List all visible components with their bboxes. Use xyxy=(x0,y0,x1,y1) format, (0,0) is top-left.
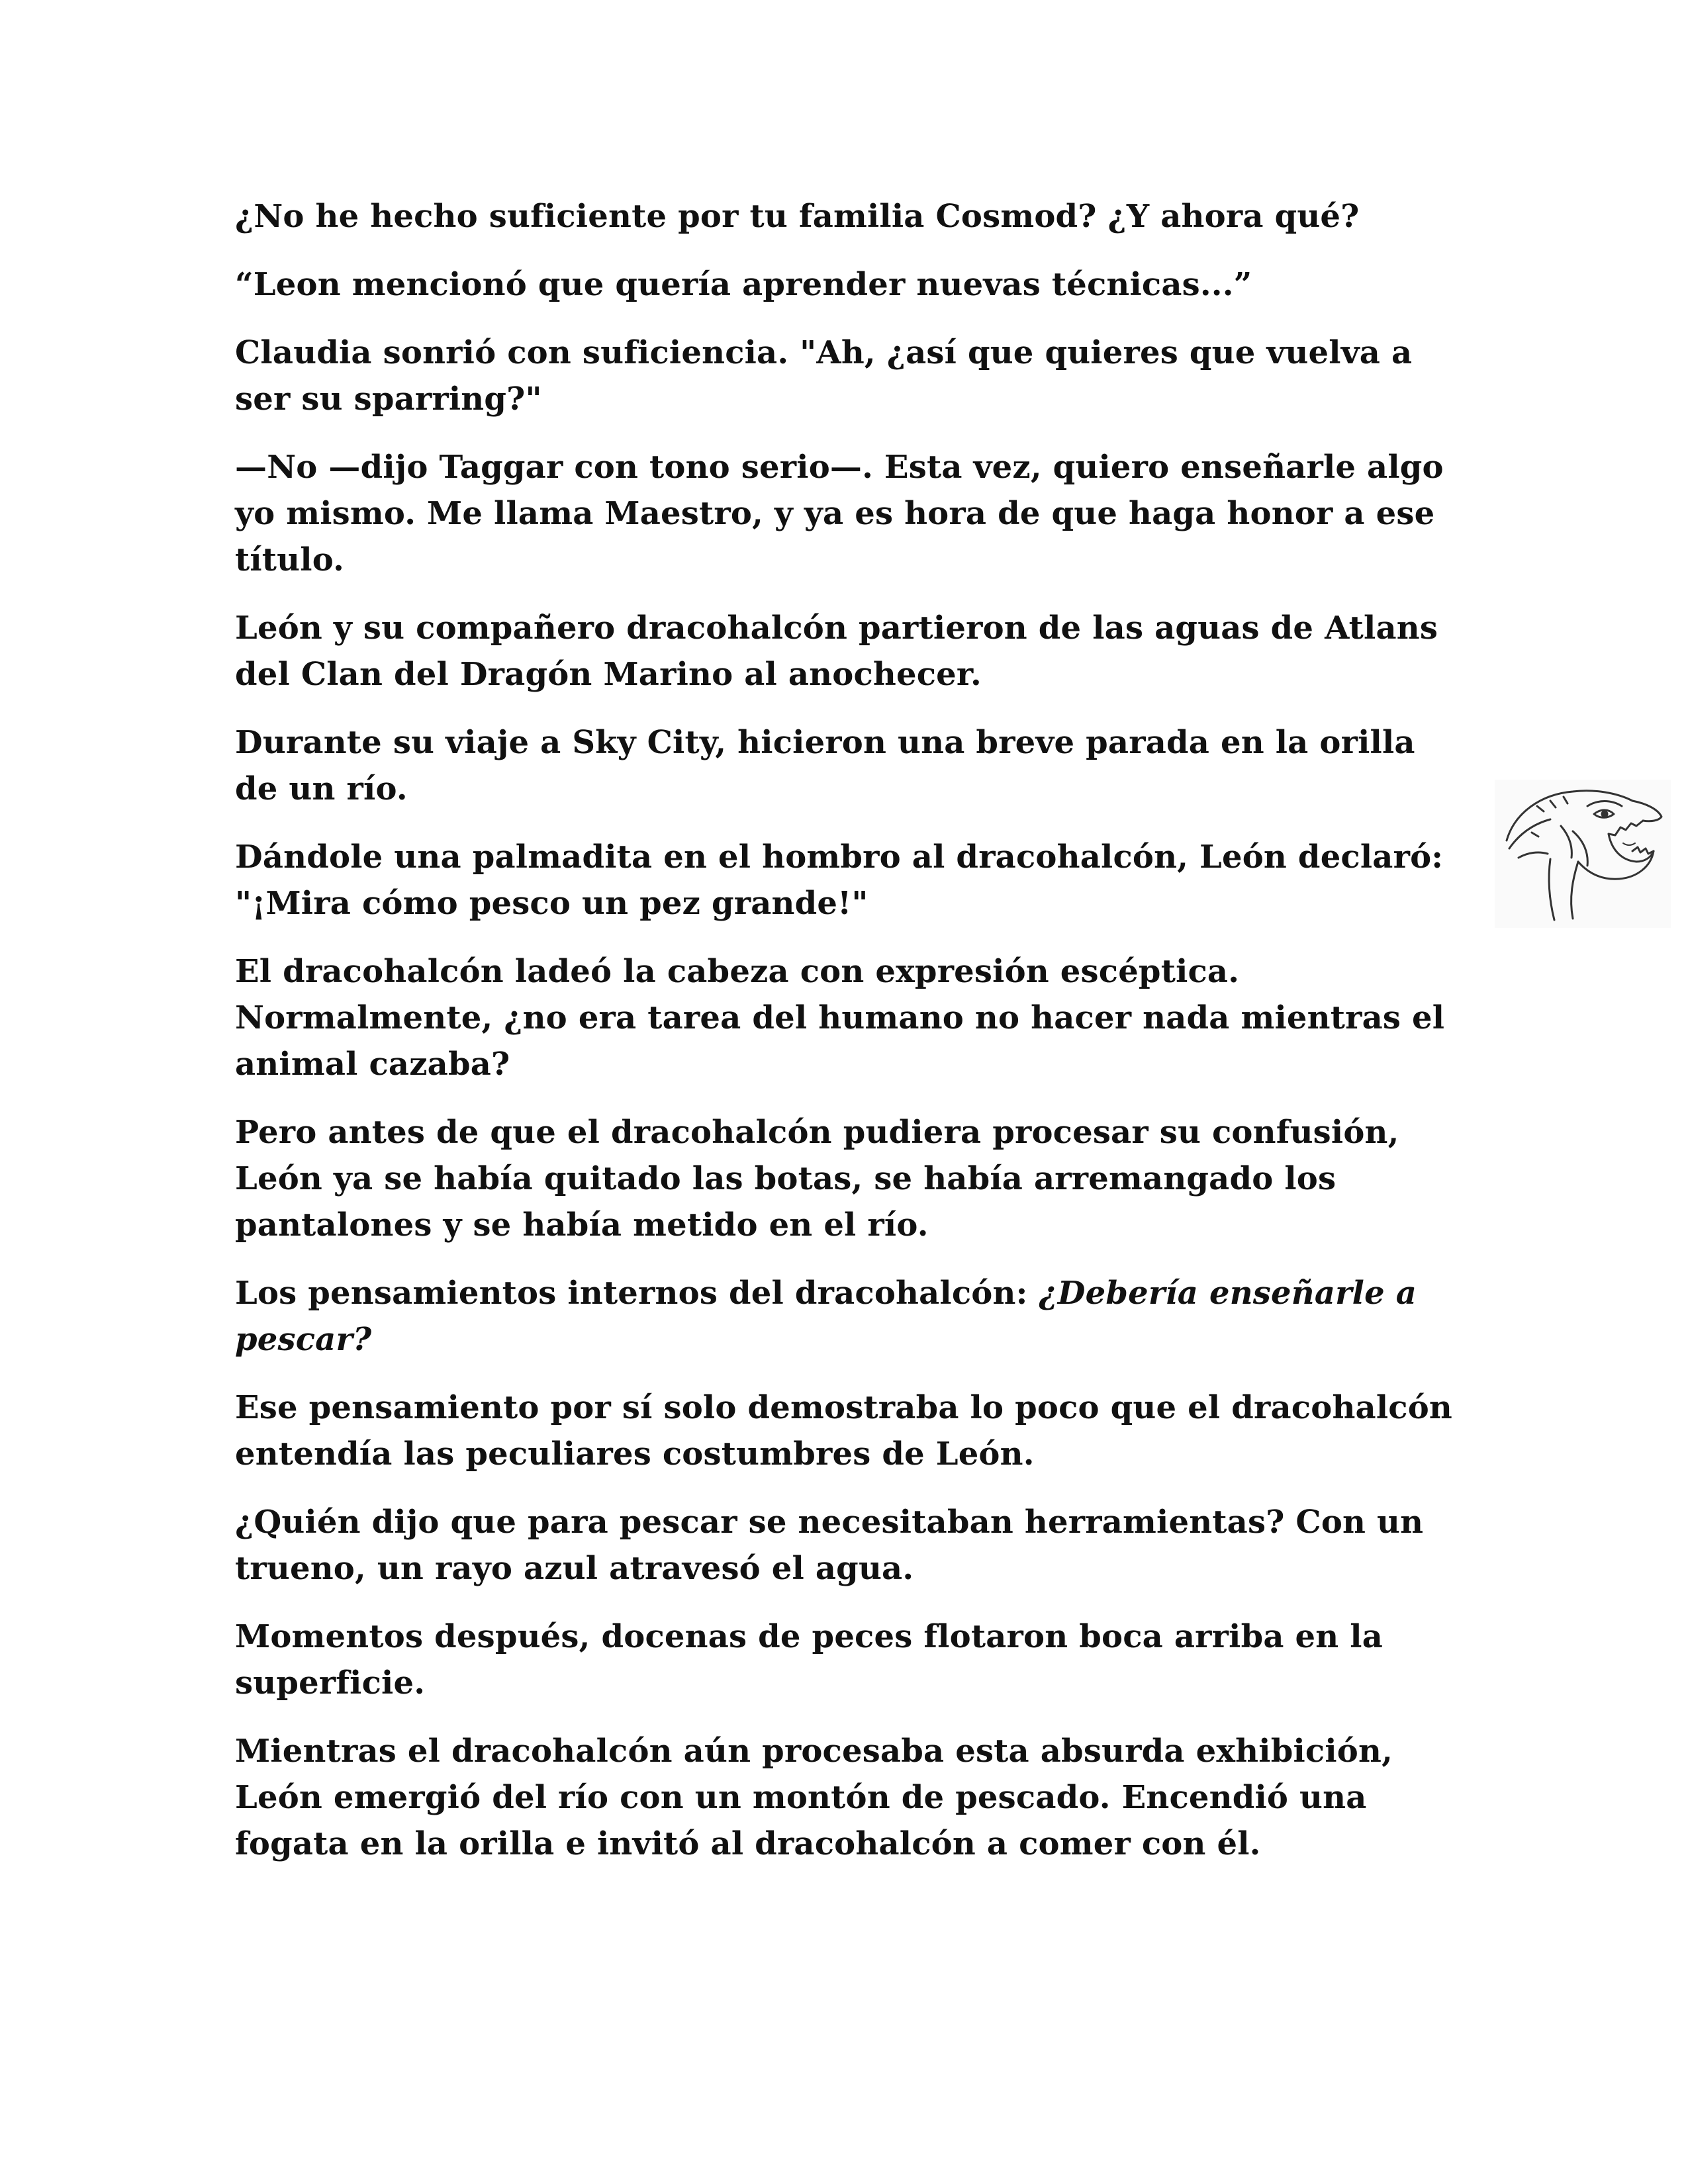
paragraph-3: Claudia sonrió con suficiencia. "Ah, ¿así que quieres que vuelva a ser su sparring?" xyxy=(235,334,1413,418)
paragraph-10 xyxy=(235,1270,1460,1363)
paragraph-4: —No —dijo Taggar con tono serio—. Esta vez, quiero enseñarle algo yo mismo. Me llama Maestro, y ya es hora de que haga honor a ese título. xyxy=(235,449,1444,578)
paragraph-2: “Leon mencionó que quería aprender nuevas técnicas...” xyxy=(235,266,1252,303)
paragraph-14: Mientras el dracohalcón aún procesaba esta absurda exhibición, León emergió del río con un montón de pescado. Encendió una fogata en la orilla e invitó al dracohalcón a comer con él. xyxy=(235,1733,1393,1862)
story-text xyxy=(235,193,1460,1889)
paragraph-12: ¿Quién dijo que para pescar se necesitaban herramientas? Con un trueno, un rayo azul atravesó el agua. xyxy=(235,1504,1424,1587)
paragraph-8: El dracohalcón ladeó la cabeza con expresión escéptica. Normalmente, ¿no era tarea del humano no hacer nada mientras el animal cazaba? xyxy=(235,953,1445,1083)
paragraph-7: Dándole una palmadita en el hombro al dracohalcón, León declaró: "¡Mira cómo pesco un pez grande!" xyxy=(235,839,1444,922)
paragraph-13: Momentos después, docenas de peces flotaron boca arriba en la superficie. xyxy=(235,1618,1383,1702)
paragraph-6: Durante su viaje a Sky City, hicieron una breve parada en la orilla de un río. xyxy=(235,724,1415,807)
paragraph-10-lead: Los pensamientos internos del dracohalcón: xyxy=(235,1275,1039,1312)
paragraph-10-italic: ¿Debería enseñarle a pescar? xyxy=(235,1275,1417,1358)
paragraph-9: Pero antes de que el dracohalcón pudiera procesar su confusión, León ya se había quitado las botas, se había arremangado los pantalones y se había metido en el río. xyxy=(235,1114,1399,1244)
paragraph-11: Ese pensamiento por sí solo demostraba lo poco que el dracohalcón entendía las peculiares costumbres de León. xyxy=(235,1389,1453,1473)
dinosaur-head-sketch-icon xyxy=(1495,780,1671,928)
paragraph-1: ¿No he hecho suficiente por tu familia Cosmod? ¿Y ahora qué? xyxy=(235,198,1360,235)
paragraph-5: León y su compañero dracohalcón partieron de las aguas de Atlans del Clan del Dragón Marino al anochecer. xyxy=(235,610,1438,693)
